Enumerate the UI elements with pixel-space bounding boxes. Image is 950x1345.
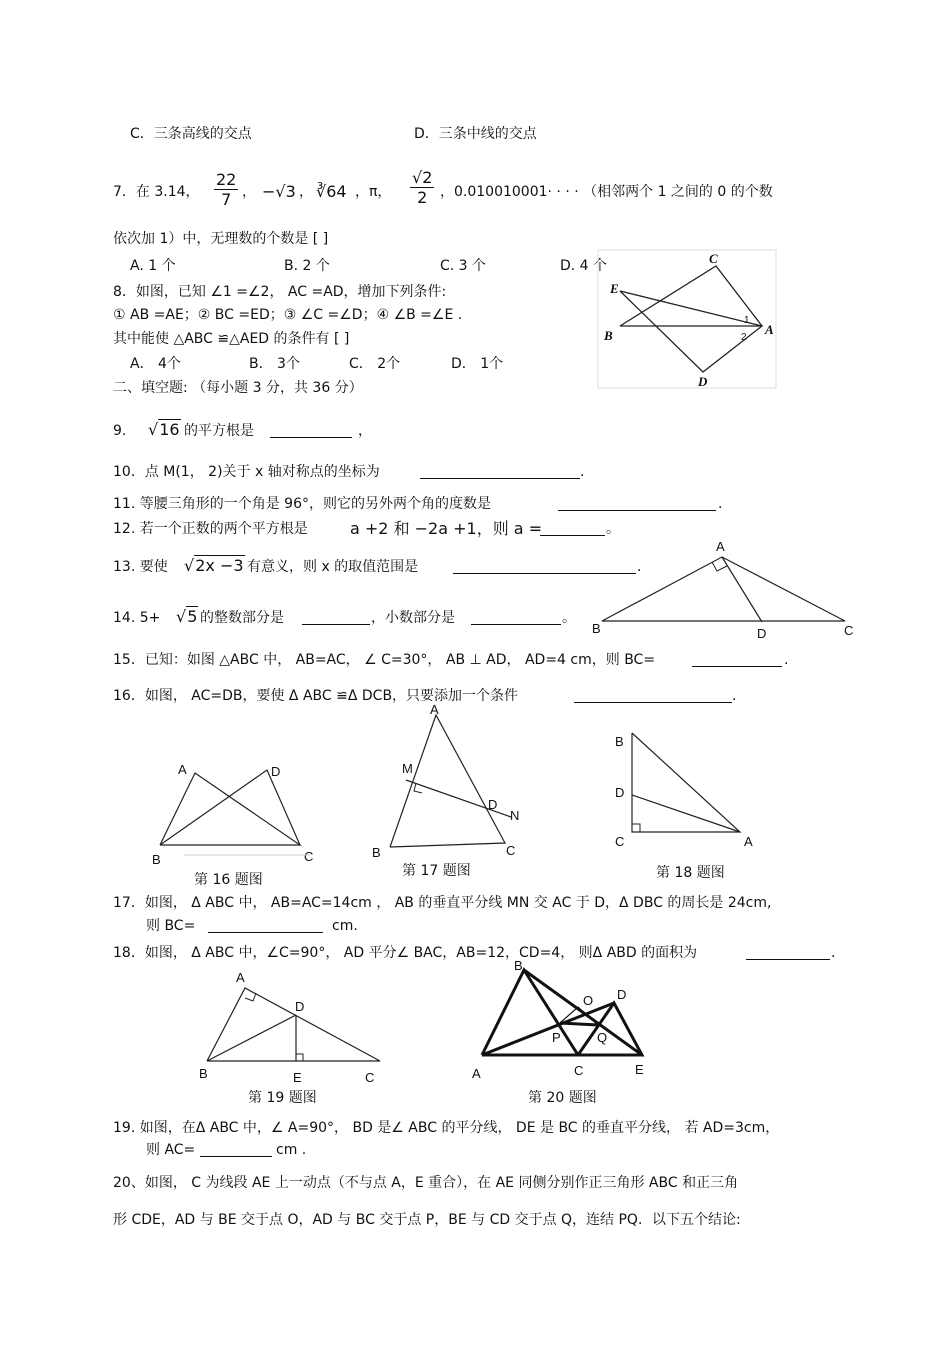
fig19-label-e: E bbox=[293, 1070, 302, 1085]
fig16-label-a: A bbox=[178, 762, 187, 777]
q15-label-b: B bbox=[592, 621, 601, 636]
q8-label-c: C bbox=[709, 251, 718, 266]
q8-label-d: D bbox=[698, 374, 708, 389]
q17-answer-blank[interactable] bbox=[208, 918, 323, 933]
q7-sep3: ，π， bbox=[355, 184, 392, 200]
q8-label-e: E bbox=[610, 281, 619, 296]
q13-text2: 有意义，则 x 的取值范围是 bbox=[247, 559, 419, 575]
q9-text: 的平方根是 bbox=[184, 423, 254, 439]
q14-radicand: 5 bbox=[187, 607, 198, 626]
fig20-label-a: A bbox=[472, 1066, 481, 1081]
fig17-caption: 第 17 题图 bbox=[402, 863, 471, 879]
fig20-label-e: E bbox=[635, 1062, 644, 1077]
q10-text: 10．点 M(1， 2)关于 x 轴对称点的坐标为 bbox=[113, 464, 380, 480]
fig19-label-a: A bbox=[236, 970, 245, 985]
q8-option-a: A． 4个 bbox=[130, 356, 181, 372]
q7-frac-numerator: 22 bbox=[216, 170, 237, 189]
q7-lead: 7．在 3.14， bbox=[113, 184, 200, 200]
q14-end: 。 bbox=[562, 610, 576, 626]
q8-label-b: B bbox=[604, 328, 613, 343]
q9-answer-blank[interactable] bbox=[270, 423, 352, 438]
fig16-label-c: C bbox=[304, 849, 314, 864]
q16-period: . bbox=[732, 688, 737, 704]
q17-line2b: cm. bbox=[332, 918, 358, 934]
q15-answer-blank[interactable] bbox=[692, 652, 782, 667]
q8-label-a: A bbox=[765, 322, 774, 337]
fig20-label-o: O bbox=[583, 993, 594, 1008]
q7-tail: ，0.010010001· · · · （相邻两个 1 之间的 0 的个数 bbox=[440, 184, 773, 200]
q14-integer-blank[interactable] bbox=[302, 610, 370, 625]
fig17-label-m: M bbox=[402, 761, 413, 776]
fig16 bbox=[150, 760, 330, 870]
q20-line2: 形 CDE，AD 与 BE 交于点 O，AD 与 BC 交于点 P，BE 与 CD 交于点 Q，连结 PQ．以下五个结论: bbox=[113, 1212, 741, 1228]
fig17-label-d: D bbox=[488, 797, 498, 812]
fig17-label-b: B bbox=[372, 845, 381, 860]
fig19-label-c: C bbox=[365, 1070, 375, 1085]
fig19-label-d: D bbox=[295, 999, 305, 1014]
q15-period: . bbox=[784, 652, 789, 668]
q7-option-b: B. 2 个 bbox=[284, 258, 330, 274]
fig20-label-p: P bbox=[552, 1030, 561, 1045]
fig20-caption: 第 20 题图 bbox=[528, 1090, 597, 1106]
q7-option-a: A. 1 个 bbox=[130, 258, 176, 274]
fig20 bbox=[468, 958, 658, 1083]
q8-line3: 其中能使 △ABC ≌△AED 的条件有 [ ] bbox=[113, 331, 350, 347]
fig19-label-b: B bbox=[199, 1066, 208, 1081]
fig18-caption: 第 18 题图 bbox=[656, 865, 725, 881]
fig20-label-q: Q bbox=[597, 1030, 608, 1045]
q7-sep2: ， bbox=[299, 184, 313, 200]
q11-text: 11. 等腰三角形的一个角是 96°，则它的另外两个角的度数是 bbox=[113, 496, 491, 512]
fig17 bbox=[368, 700, 533, 860]
q16-answer-blank[interactable] bbox=[574, 688, 732, 703]
q15-label-a: A bbox=[716, 539, 725, 554]
fig18-label-b: B bbox=[615, 734, 624, 749]
q8-label-angle2: 2 bbox=[741, 332, 747, 343]
q11-answer-blank[interactable] bbox=[558, 496, 716, 511]
section-2-heading: 二、填空题: （每小题 3 分，共 36 分） bbox=[113, 380, 363, 396]
fig17-label-n: N bbox=[510, 808, 520, 823]
q7-sqrt2-fraction bbox=[410, 168, 434, 207]
q9-label: 9. bbox=[113, 423, 127, 439]
q7-fraction bbox=[214, 170, 238, 209]
q19-line1: 19. 如图，在Δ ABC 中，∠ A=90°， BD 是∠ ABC 的平分线， DE 是 BC 的垂直平分线， 若 AD=3cm， bbox=[113, 1120, 780, 1136]
q6-option-c: C．三条高线的交点 bbox=[130, 126, 252, 142]
q17-line1: 17．如图， Δ ABC 中， AB=AC=14cm ， AB 的垂直平分线 MN 交 AC 于 D，Δ DBC 的周长是 24cm, bbox=[113, 895, 772, 911]
q15-label-c: C bbox=[844, 623, 854, 638]
q14-decimal-blank[interactable] bbox=[471, 610, 561, 625]
q15-text: 15．已知：如图 △ABC 中， AB=AC， ∠ C=30°， AB ⊥ AD， AD=4 cm，则 BC= bbox=[113, 652, 656, 668]
q8-line2: ① AB =AE；② BC =ED；③ ∠C =∠D；④ ∠B =∠E . bbox=[113, 307, 463, 323]
q7-line2: 依次加 1）中，无理数的个数是 [ ] bbox=[113, 231, 329, 247]
q7-option-c: C. 3 个 bbox=[440, 258, 487, 274]
q15-label-d: D bbox=[757, 626, 767, 641]
q8-figure bbox=[598, 250, 778, 390]
fig19 bbox=[195, 966, 385, 1086]
q14-sqrt5: √5 bbox=[176, 607, 198, 626]
q7-sep1: ， bbox=[242, 184, 256, 200]
q7-frac-denominator: 7 bbox=[221, 190, 232, 210]
q18-answer-blank[interactable] bbox=[746, 945, 830, 960]
q9-sqrt16: √16 bbox=[148, 420, 180, 439]
q10-period: . bbox=[580, 464, 585, 480]
q14-text2: 的整数部分是 bbox=[200, 610, 284, 626]
fig16-label-d: D bbox=[271, 764, 281, 779]
fig16-caption: 第 16 题图 bbox=[194, 872, 263, 888]
q14-text: 14. 5+ bbox=[113, 610, 161, 626]
q9-radicand: 16 bbox=[159, 420, 180, 439]
fig20-label-c: C bbox=[574, 1063, 584, 1078]
q8-line1: 8．如图，已知 ∠1 =∠2， AC =AD，增加下列条件: bbox=[113, 284, 447, 300]
q9-comma: ， bbox=[358, 423, 372, 439]
q19-line2b: cm . bbox=[276, 1142, 307, 1158]
fig17-label-a: A bbox=[430, 702, 439, 717]
q19-answer-blank[interactable] bbox=[200, 1142, 272, 1157]
q10-answer-blank[interactable] bbox=[420, 464, 580, 479]
q8-option-c: C． 2个 bbox=[349, 356, 401, 372]
q20-line1: 20、如图， C 为线段 AE 上一动点（不与点 A，E 重合），在 AE 同侧分别作正三角形 ABC 和正三角 bbox=[113, 1175, 739, 1191]
fig17-label-c: C bbox=[506, 843, 516, 858]
q7-cbrt64: ∛64 bbox=[316, 182, 347, 201]
q12-end: 。 bbox=[606, 521, 620, 537]
fig18-label-c: C bbox=[615, 834, 625, 849]
q18-text: 18．如图， Δ ABC 中，∠C=90°， AD 平分∠ BAC，AB=12，CD=4， 则Δ ABD 的面积为 bbox=[113, 945, 698, 961]
q6-option-d: D．三条中线的交点 bbox=[414, 126, 537, 142]
fig18-label-d: D bbox=[615, 785, 625, 800]
q13-text: 13. 要使 bbox=[113, 559, 168, 575]
q11-period: . bbox=[718, 496, 723, 512]
q7-neg-sqrt3: −√3 bbox=[262, 182, 296, 201]
q15-figure bbox=[590, 535, 860, 640]
fig19-caption: 第 19 题图 bbox=[248, 1090, 317, 1106]
q16-text: 16．如图， AC=DB，要使 Δ ABC ≌Δ DCB，只要添加一个条件 bbox=[113, 688, 519, 704]
q17-line2a: 则 BC= bbox=[146, 918, 196, 934]
q7-sqrt2-denominator: 2 bbox=[417, 188, 428, 208]
fig18-label-a: A bbox=[744, 834, 753, 849]
fig20-label-d: D bbox=[617, 987, 627, 1002]
q18-period: . bbox=[831, 945, 836, 961]
q12-expression: a +2 和 −2a +1，则 a = bbox=[350, 519, 543, 538]
q7-sqrt2-numerator: √2 bbox=[412, 168, 433, 187]
q8-option-b: B． 3个 bbox=[249, 356, 300, 372]
q8-option-d: D． 1个 bbox=[451, 356, 504, 372]
q13-radicand: 2x −3 bbox=[195, 556, 244, 575]
q14-text3: ，小数部分是 bbox=[371, 610, 455, 626]
q19-line2a: 则 AC= bbox=[146, 1142, 196, 1158]
q12-answer-blank[interactable] bbox=[540, 521, 605, 536]
q12-text: 12. 若一个正数的两个平方根是 bbox=[113, 521, 308, 537]
q8-label-angle1: 1 bbox=[744, 315, 750, 326]
q7-option-d: D. 4 个 bbox=[560, 258, 608, 274]
fig16-label-b: B bbox=[152, 852, 161, 867]
fig20-label-b: B bbox=[514, 958, 523, 973]
fig18 bbox=[610, 728, 770, 853]
q13-period: . bbox=[637, 559, 642, 575]
q13-sqrt: √2x −3 bbox=[184, 556, 244, 575]
